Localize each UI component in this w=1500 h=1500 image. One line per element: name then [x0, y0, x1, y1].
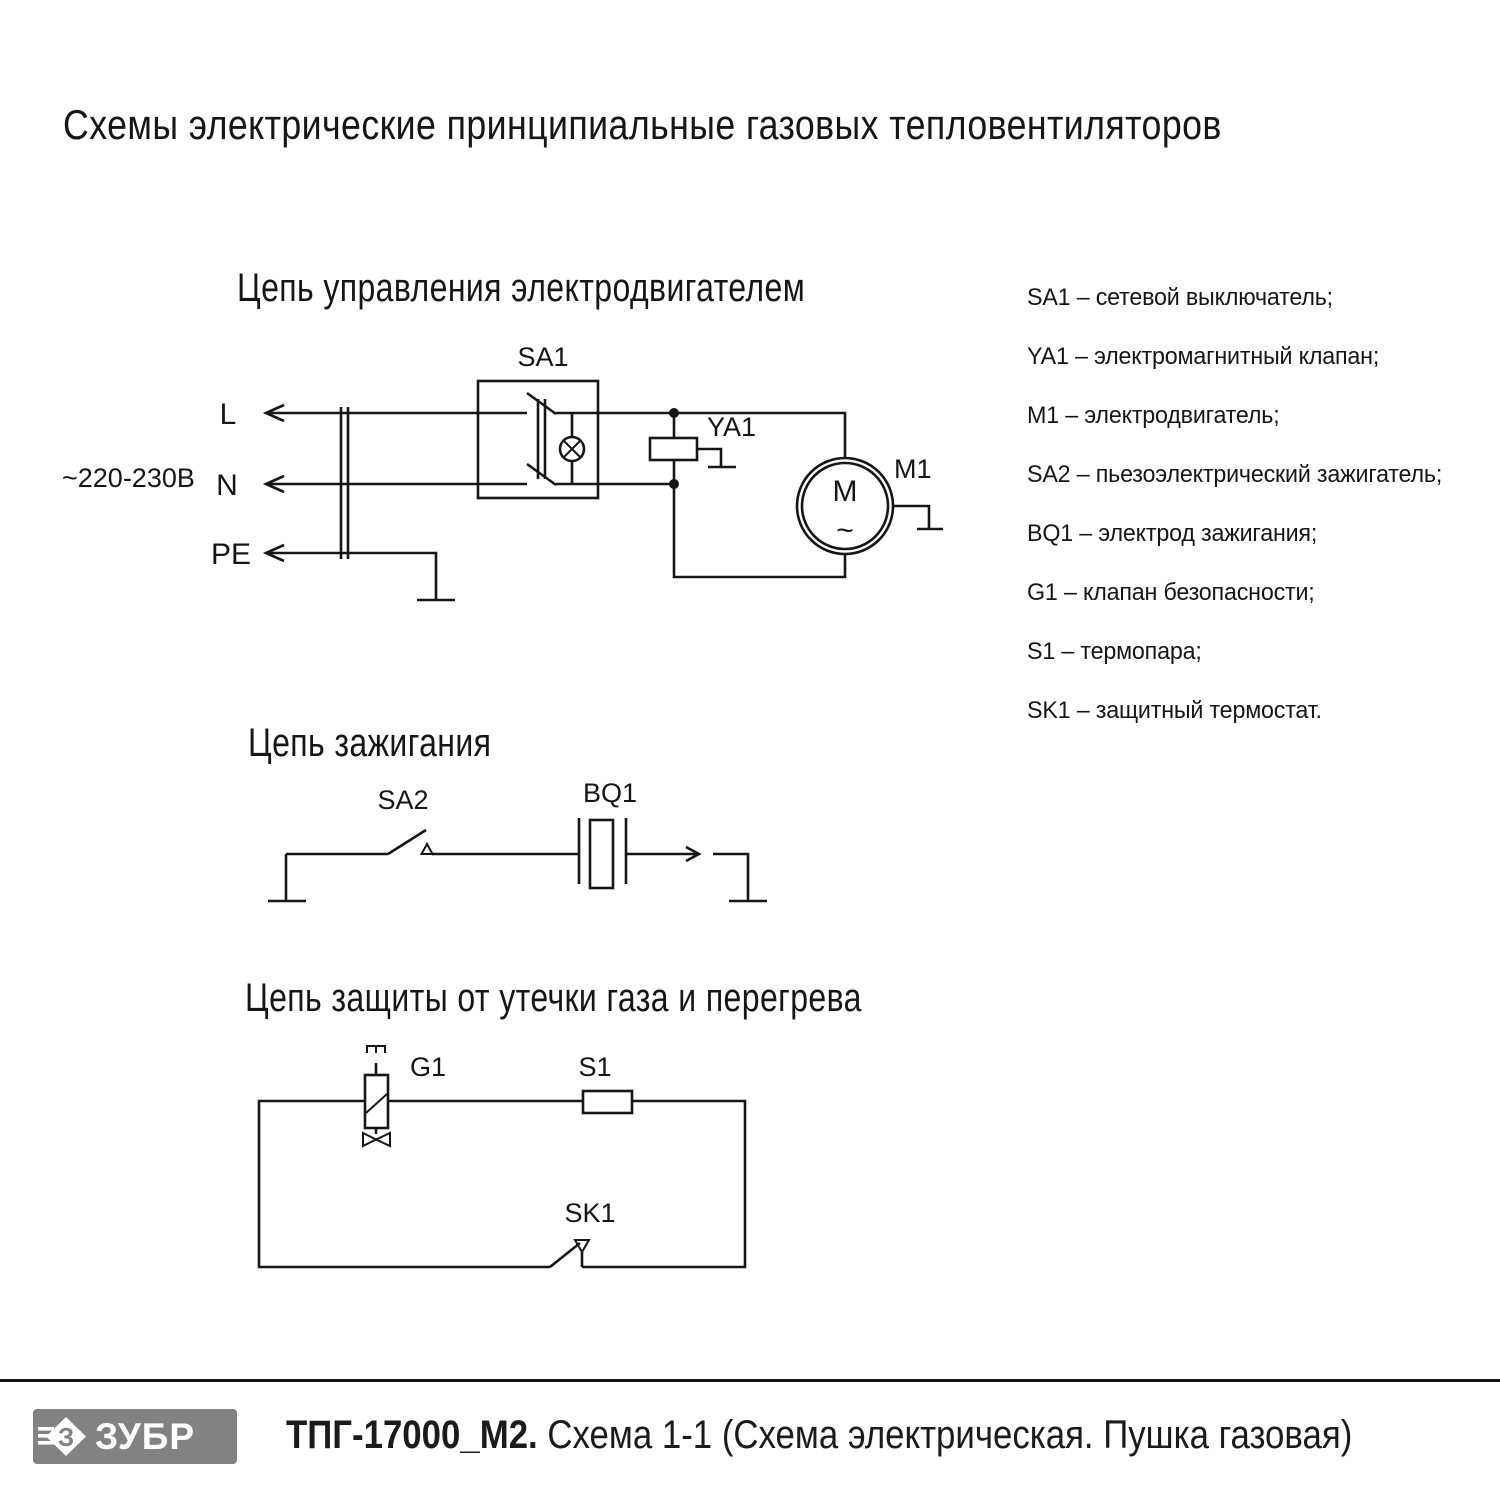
zubr-logo	[33, 1409, 237, 1464]
motor-ac-sign: ~	[836, 514, 854, 547]
bq1-label: BQ1	[582, 778, 638, 808]
sa2-label: SA2	[377, 785, 429, 815]
legend-item: SA2 – пьезоэлектрический зажигатель;	[1027, 461, 1443, 488]
voltage-label: ~220-230В	[62, 463, 195, 493]
protection-circuit-title: Цепь защиты от утечки газа и перегрева	[245, 976, 862, 1020]
svg-text:З: З	[57, 1422, 75, 1452]
motor-circuit-title: Цепь управления электродвигателем	[237, 266, 806, 310]
ignition-circuit-title: Цепь зажигания	[248, 721, 492, 765]
bq1-electrode-symbol	[579, 818, 626, 888]
sk1-thermostat-contact-symbol	[550, 1240, 589, 1267]
legend-item: M1 – электродвигатель;	[1027, 402, 1280, 429]
legend-item: SK1 – защитный термостат.	[1027, 697, 1322, 724]
s1-label: S1	[578, 1052, 612, 1082]
loop-left	[259, 1101, 550, 1267]
left-ground-icon	[268, 854, 306, 901]
legend-item: SA1 – сетевой выключатель;	[1027, 284, 1333, 311]
footer-caption-line	[286, 1413, 1352, 1458]
line-n-label: N	[216, 469, 238, 502]
wire-pe	[266, 553, 436, 600]
legend-item: S1 – термопара;	[1027, 638, 1202, 665]
sa1-switch-symbol	[478, 381, 598, 498]
page-title: Схемы электрические принципиальные газовых тепловентиляторов	[63, 101, 1222, 148]
legend-item: BQ1 – электрод зажигания;	[1027, 520, 1318, 547]
footer-divider	[0, 1379, 1500, 1382]
line-l-label: L	[219, 398, 237, 431]
legend-item: YA1 – электромагнитный клапан;	[1027, 343, 1380, 370]
right-ground-icon	[713, 854, 767, 901]
sa1-label: SA1	[517, 342, 569, 372]
model-name: ТПГ-17000_М2.	[286, 1413, 538, 1457]
motor-control-circuit-diagram	[0, 330, 1000, 650]
schema-caption: Схема 1-1 (Схема электрическая. Пушка газовая)	[547, 1413, 1353, 1457]
motor-letter: M	[832, 475, 858, 508]
line-pe-label: PE	[210, 538, 252, 571]
g1-label: G1	[410, 1052, 447, 1082]
protection-circuit-diagram	[0, 1030, 1000, 1290]
m1-label: M1	[894, 454, 932, 484]
loop-right	[582, 1101, 745, 1267]
legend-item: G1 – клапан безопасности;	[1027, 579, 1315, 606]
brand-name: ЗУБР	[95, 1416, 196, 1457]
legend	[1027, 284, 1455, 756]
g1-safety-valve-symbol	[363, 1046, 390, 1146]
sa2-piezo-igniter-symbol	[388, 830, 433, 854]
sk1-label: SK1	[564, 1198, 616, 1228]
s1-thermocouple-symbol	[583, 1091, 632, 1113]
ya1-label: YA1	[707, 412, 757, 442]
ignition-circuit-diagram	[0, 760, 1000, 920]
